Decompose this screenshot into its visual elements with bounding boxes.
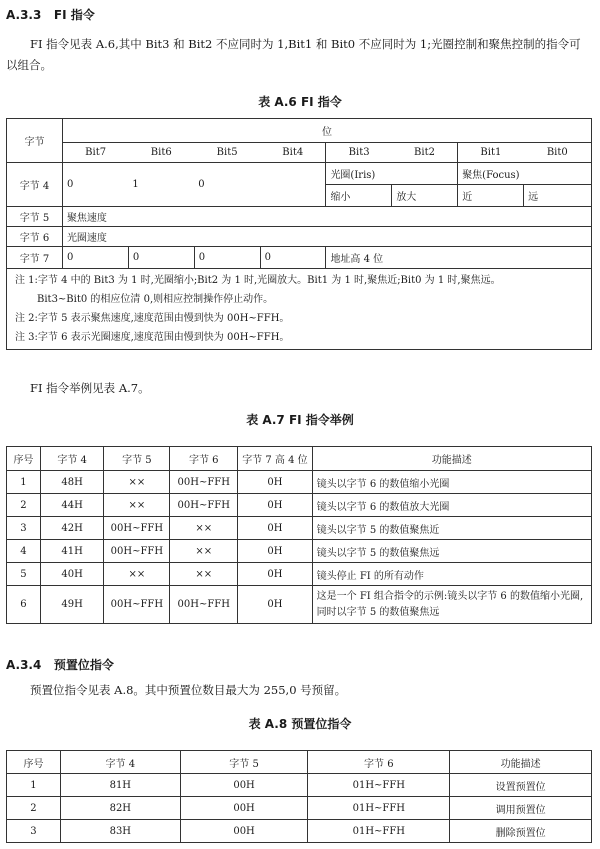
cell: 5 xyxy=(7,563,41,586)
cell-value: 0 xyxy=(260,247,326,269)
cell: 1 xyxy=(7,471,41,494)
column-header: 字节 5 xyxy=(180,751,308,774)
table-row xyxy=(7,563,592,586)
cell: 00H~FFH xyxy=(170,586,238,624)
table-a6 xyxy=(6,118,592,350)
paragraph-fi-example: FI 指令举例见表 A.7。 xyxy=(30,381,150,395)
column-header: 字节 5 xyxy=(104,447,170,471)
section-heading-a34 xyxy=(6,656,114,673)
section-number: A.3.4 xyxy=(6,658,42,672)
table-a7 xyxy=(6,446,592,624)
row-label-byte7: 字节 7 xyxy=(7,247,63,269)
cell: 40H xyxy=(40,563,104,586)
cell: 这是一个 FI 组合指令的示例:镜头以字节 6 的数值缩小光圈,同时以字节 5 的数值聚焦远 xyxy=(312,586,591,624)
bit-header: Bit2 xyxy=(392,143,458,163)
cell: 00H~FFH xyxy=(170,494,238,517)
header-byte: 字节 xyxy=(7,119,63,163)
cell: 00H~FFH xyxy=(170,471,238,494)
note-3: 注 3:字节 6 表示光圈速度,速度范围由慢到快为 00H~FFH。 xyxy=(15,332,290,343)
paragraph-preset-intro: 预置位指令见表 A.8。其中预置位数目最大为 255,0 号预留。 xyxy=(30,683,347,697)
cell: 设置预置位 xyxy=(450,774,592,797)
cell: ×× xyxy=(104,494,170,517)
note-2: 注 2:字节 5 表示聚焦速度,速度范围由慢到快为 00H~FFH。 xyxy=(15,313,290,324)
table-a8 xyxy=(6,750,592,843)
cell: 01H~FFH xyxy=(308,820,450,843)
cell: ×× xyxy=(170,540,238,563)
cell: 镜头以字节 5 的数值聚焦远 xyxy=(312,540,591,563)
bit-header: Bit6 xyxy=(128,143,194,163)
table-a7-caption: 表 A.7 FI 指令举例 xyxy=(246,413,354,427)
focus-far-label: 远 xyxy=(524,185,592,207)
focus-group-label: 聚焦(Focus) xyxy=(458,163,592,185)
section-number: A.3.3 xyxy=(6,8,42,22)
cell: 49H xyxy=(40,586,104,624)
cell: 1 xyxy=(7,774,61,797)
cell: 00H xyxy=(180,820,308,843)
cell-value: 0 xyxy=(194,163,260,207)
cell-value: 0 xyxy=(194,247,260,269)
bit-header: Bit0 xyxy=(524,143,592,163)
cell: 0H xyxy=(238,471,312,494)
cell: 0H xyxy=(238,517,312,540)
column-header: 字节 7 高 4 位 xyxy=(238,447,312,471)
column-header: 字节 6 xyxy=(170,447,238,471)
cell: 0H xyxy=(238,540,312,563)
header-bit: 位 xyxy=(62,119,591,143)
table-row xyxy=(7,540,592,563)
column-header: 功能描述 xyxy=(450,751,592,774)
cell: 2 xyxy=(7,494,41,517)
iris-close-label: 缩小 xyxy=(326,185,392,207)
section-title: FI 指令 xyxy=(53,8,95,22)
cell: ×× xyxy=(104,563,170,586)
cell: ×× xyxy=(170,517,238,540)
iris-open-label: 放大 xyxy=(392,185,458,207)
bit-header: Bit3 xyxy=(326,143,392,163)
bit-header: Bit4 xyxy=(260,143,326,163)
table-row xyxy=(7,797,592,820)
section-title: 预置位指令 xyxy=(53,658,114,672)
cell: 3 xyxy=(7,820,61,843)
cell: 41H xyxy=(40,540,104,563)
cell: 42H xyxy=(40,517,104,540)
table-row xyxy=(7,494,592,517)
column-header: 字节 4 xyxy=(60,751,180,774)
cell: 镜头以字节 6 的数值放大光圈 xyxy=(312,494,591,517)
cell: 4 xyxy=(7,540,41,563)
column-header: 序号 xyxy=(7,751,61,774)
cell: 0H xyxy=(238,563,312,586)
cell: 2 xyxy=(7,797,61,820)
table-a8-caption: 表 A.8 预置位指令 xyxy=(248,717,352,731)
cell: 48H xyxy=(40,471,104,494)
note-1: 注 1:字节 4 中的 Bit3 为 1 时,光圈缩小;Bit2 为 1 时,光圈放大。Bit1 为 1 时,聚焦近;Bit0 为 1 时,聚焦远。 xyxy=(15,275,501,286)
bit-header: Bit1 xyxy=(458,143,524,163)
bit-header: Bit5 xyxy=(194,143,260,163)
cell: 44H xyxy=(40,494,104,517)
cell: 3 xyxy=(7,517,41,540)
iris-speed-cell: 光圈速度 xyxy=(62,227,591,247)
cell: 01H~FFH xyxy=(308,797,450,820)
note-1-continued: Bit3~Bit0 的相应位清 0,则相应控制操作停止动作。 xyxy=(37,294,274,305)
address-high-cell: 地址高 4 位 xyxy=(326,247,592,269)
column-header: 字节 4 xyxy=(40,447,104,471)
cell: 0H xyxy=(238,586,312,624)
row-label-byte5: 字节 5 xyxy=(7,207,63,227)
table-row xyxy=(7,471,592,494)
cell: 镜头以字节 5 的数值聚焦近 xyxy=(312,517,591,540)
cell: 83H xyxy=(60,820,180,843)
cell-value: 0 xyxy=(128,247,194,269)
paragraph-fi-intro: FI 指令见表 A.6,其中 Bit3 和 Bit2 不应同时为 1,Bit1 和 Bit0 不应同时为 1;光圈控制和聚焦控制的指令可以组合。 xyxy=(6,37,581,72)
cell: ×× xyxy=(170,563,238,586)
cell-value: 1 xyxy=(128,163,194,207)
cell-value: 0 xyxy=(62,247,128,269)
table-a6-caption: 表 A.6 FI 指令 xyxy=(258,95,342,109)
table-row xyxy=(7,820,592,843)
cell: 01H~FFH xyxy=(308,774,450,797)
cell: 0H xyxy=(238,494,312,517)
row-label-byte4: 字节 4 xyxy=(7,163,63,207)
table-a6-notes xyxy=(7,269,592,350)
focus-speed-cell: 聚焦速度 xyxy=(62,207,591,227)
cell-value: 0 xyxy=(62,163,128,207)
cell: 删除预置位 xyxy=(450,820,592,843)
cell: ×× xyxy=(104,471,170,494)
column-header: 序号 xyxy=(7,447,41,471)
cell: 81H xyxy=(60,774,180,797)
row-label-byte6: 字节 6 xyxy=(7,227,63,247)
cell: 6 xyxy=(7,586,41,624)
cell: 00H xyxy=(180,797,308,820)
table-row xyxy=(7,774,592,797)
cell: 82H xyxy=(60,797,180,820)
column-header: 字节 6 xyxy=(308,751,450,774)
cell: 00H~FFH xyxy=(104,517,170,540)
cell: 镜头以字节 6 的数值缩小光圈 xyxy=(312,471,591,494)
cell: 00H~FFH xyxy=(104,540,170,563)
cell: 00H xyxy=(180,774,308,797)
cell: 00H~FFH xyxy=(104,586,170,624)
focus-near-label: 近 xyxy=(458,185,524,207)
iris-group-label: 光圈(Iris) xyxy=(326,163,458,185)
column-header: 功能描述 xyxy=(312,447,591,471)
cell: 镜头停止 FI 的所有动作 xyxy=(312,563,591,586)
table-row xyxy=(7,517,592,540)
cell-value xyxy=(260,163,326,207)
bit-header: Bit7 xyxy=(62,143,128,163)
section-heading-a33 xyxy=(6,6,95,23)
table-row xyxy=(7,586,592,624)
cell: 调用预置位 xyxy=(450,797,592,820)
